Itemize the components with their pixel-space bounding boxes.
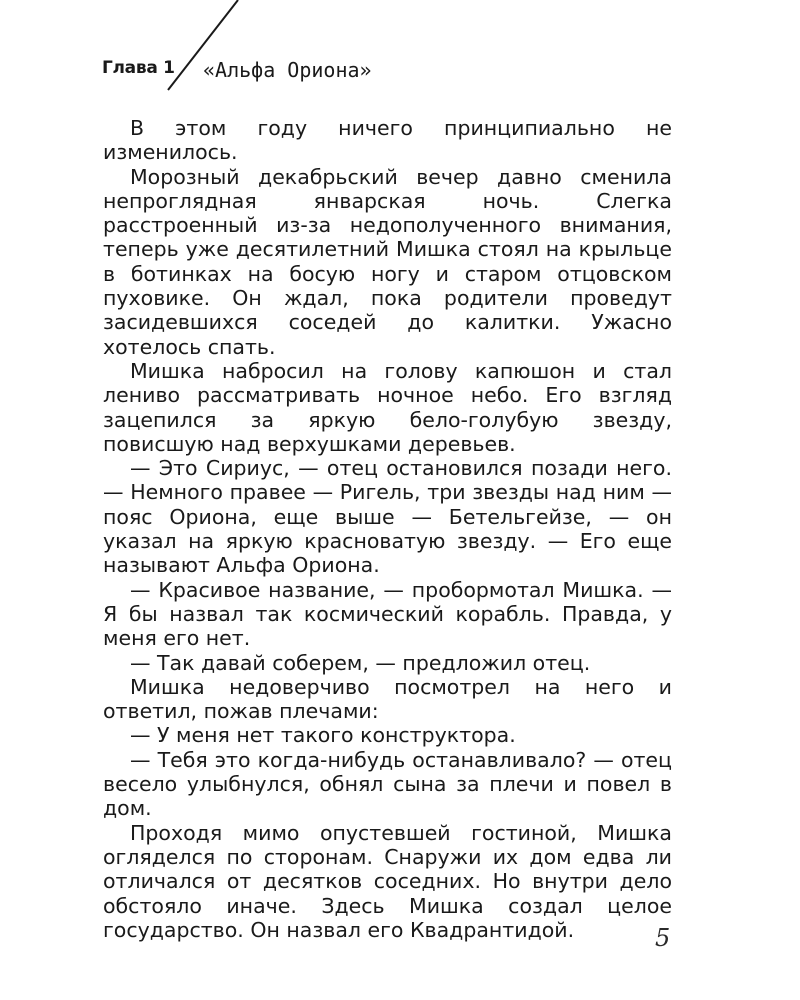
chapter-title: «Альфа Ориона» bbox=[203, 58, 372, 82]
paragraph: — Так давай соберем, — предложил отец. bbox=[130, 650, 591, 675]
chapter-header bbox=[0, 0, 800, 110]
paragraph: Мишка набросил на голову капюшон и стал лениво рассматривать ночное небо. Его взгляд зацепился за яркую бело-голубую звезду, повисшую над верхушками деревьев. bbox=[103, 358, 672, 456]
page-number: 5 bbox=[655, 924, 671, 952]
paragraph: Проходя мимо опустевшей гостиной, Мишка огляделся по сторонам. Снаружи их дом едва ли отличался от десятков соседних. Но внутри дело обстояло иначе. Здесь Мишка создал целое государство. Он назвал его Квадрантидой. bbox=[103, 820, 672, 942]
paragraph: Мишка недоверчиво посмотрел на него и ответил, пожав плечами: bbox=[103, 674, 672, 724]
slash-divider bbox=[0, 0, 800, 110]
paragraph: — У меня нет такого конструктора. bbox=[130, 723, 516, 748]
chapter-label: Глава 1 bbox=[102, 58, 175, 78]
paragraph: Морозный декабрьский вечер давно сменила непроглядная январская ночь. Слегка расстроенный из-за недополученного внимания, теперь уже десятилетний Мишка стоял на крыльце в ботинках на босую ногу и старом отцовском пуховике. Он ждал, пока родители проведут засидевшихся соседей до калитки. Ужасно хотелось спать. bbox=[103, 164, 672, 359]
body-text bbox=[103, 116, 672, 942]
paragraph: — Это Сириус, — отец остановился позади него. — Немного правее — Ригель, три звезды над ним — пояс Ориона, еще выше — Бетельгейзе, — он указал на яркую красноватую звезду. — Его еще называют Альфа Ориона. bbox=[103, 456, 672, 578]
paragraph: В этом году ничего принципиально не изменилось. bbox=[103, 116, 672, 165]
paragraph: — Тебя это когда-нибудь останавливало? — отец весело улыбнулся, обнял сына за плечи и повел в дом. bbox=[103, 747, 672, 821]
paragraph: — Красивое название, — пробормотал Мишка. — Я бы назвал так космический корабль. Правда, у меня его нет. bbox=[103, 577, 672, 651]
